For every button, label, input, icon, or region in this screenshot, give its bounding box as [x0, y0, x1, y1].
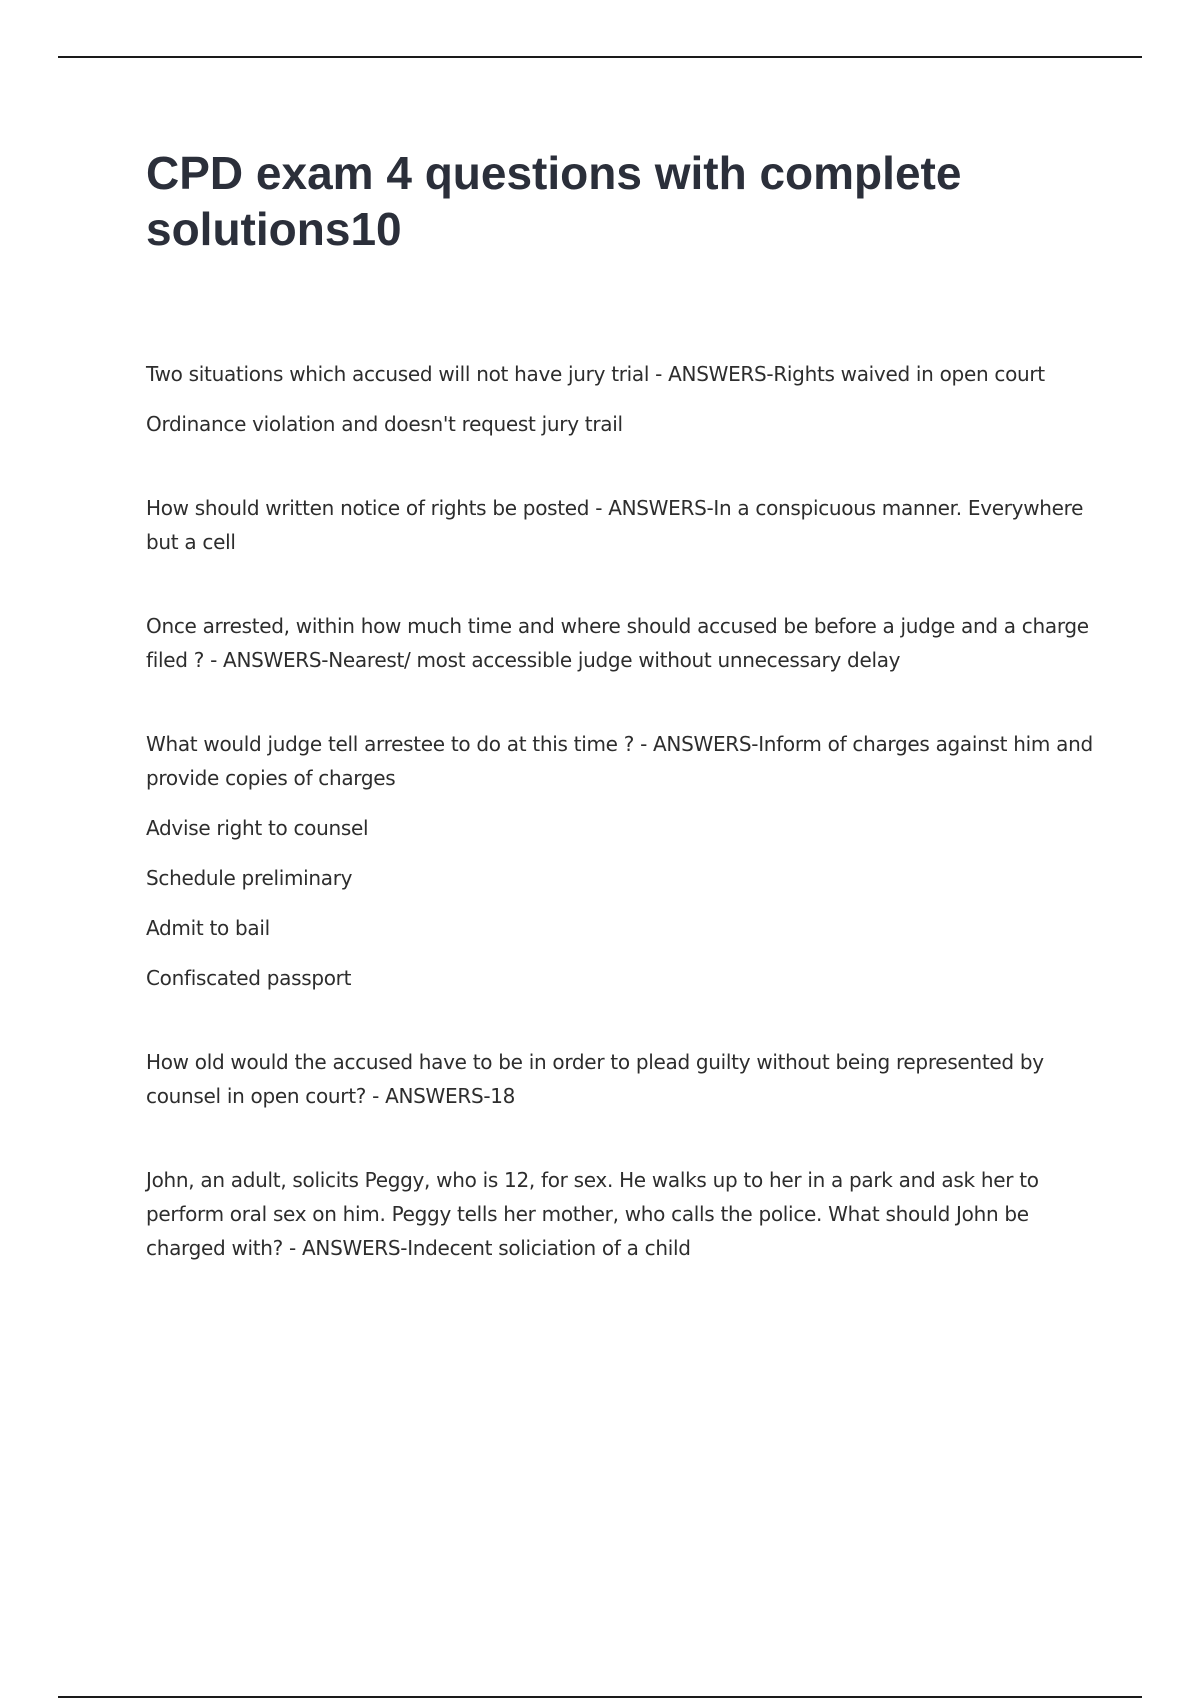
qa-line: What would judge tell arrestee to do at this time ? - ANSWERS-Inform of charges against him and provide copies of charges	[146, 732, 1093, 790]
qa-item	[146, 1163, 1096, 1265]
document-title: CPD exam 4 questions with complete solutions10	[146, 147, 962, 255]
qa-item	[146, 491, 1096, 559]
qa-line: Two situations which accused will not have jury trial - ANSWERS-Rights waived in open court	[146, 362, 1045, 386]
qa-line: How should written notice of rights be posted - ANSWERS-In a conspicuous manner. Everywhere but a cell	[146, 496, 1084, 554]
qa-item	[146, 727, 1096, 995]
qa-item	[146, 357, 1096, 441]
qa-list	[146, 357, 1096, 1265]
qa-line: John, an adult, solicits Peggy, who is 12, for sex. He walks up to her in a park and ask her to perform oral sex on him. Peggy tells her mother, who calls the police. What should John be charged with? - ANSWERS-Indecent soliciation of a child	[146, 1168, 1039, 1260]
qa-line: Admit to bail	[146, 916, 270, 940]
qa-line: Schedule preliminary	[146, 866, 353, 890]
qa-item	[146, 609, 1096, 677]
qa-line: Confiscated passport	[146, 966, 352, 990]
top-divider	[58, 56, 1142, 58]
qa-line: How old would the accused have to be in order to plead guilty without being represented by counsel in open court? - ANSWERS-18	[146, 1050, 1044, 1108]
bottom-divider	[58, 1696, 1142, 1698]
qa-item	[146, 1045, 1096, 1113]
qa-line: Once arrested, within how much time and where should accused be before a judge and a charge filed ? - ANSWERS-Nearest/ most accessible judge without unnecessary delay	[146, 614, 1089, 672]
qa-line: Ordinance violation and doesn't request jury trail	[146, 412, 623, 436]
qa-line: Advise right to counsel	[146, 816, 369, 840]
document-body	[146, 145, 1096, 1315]
